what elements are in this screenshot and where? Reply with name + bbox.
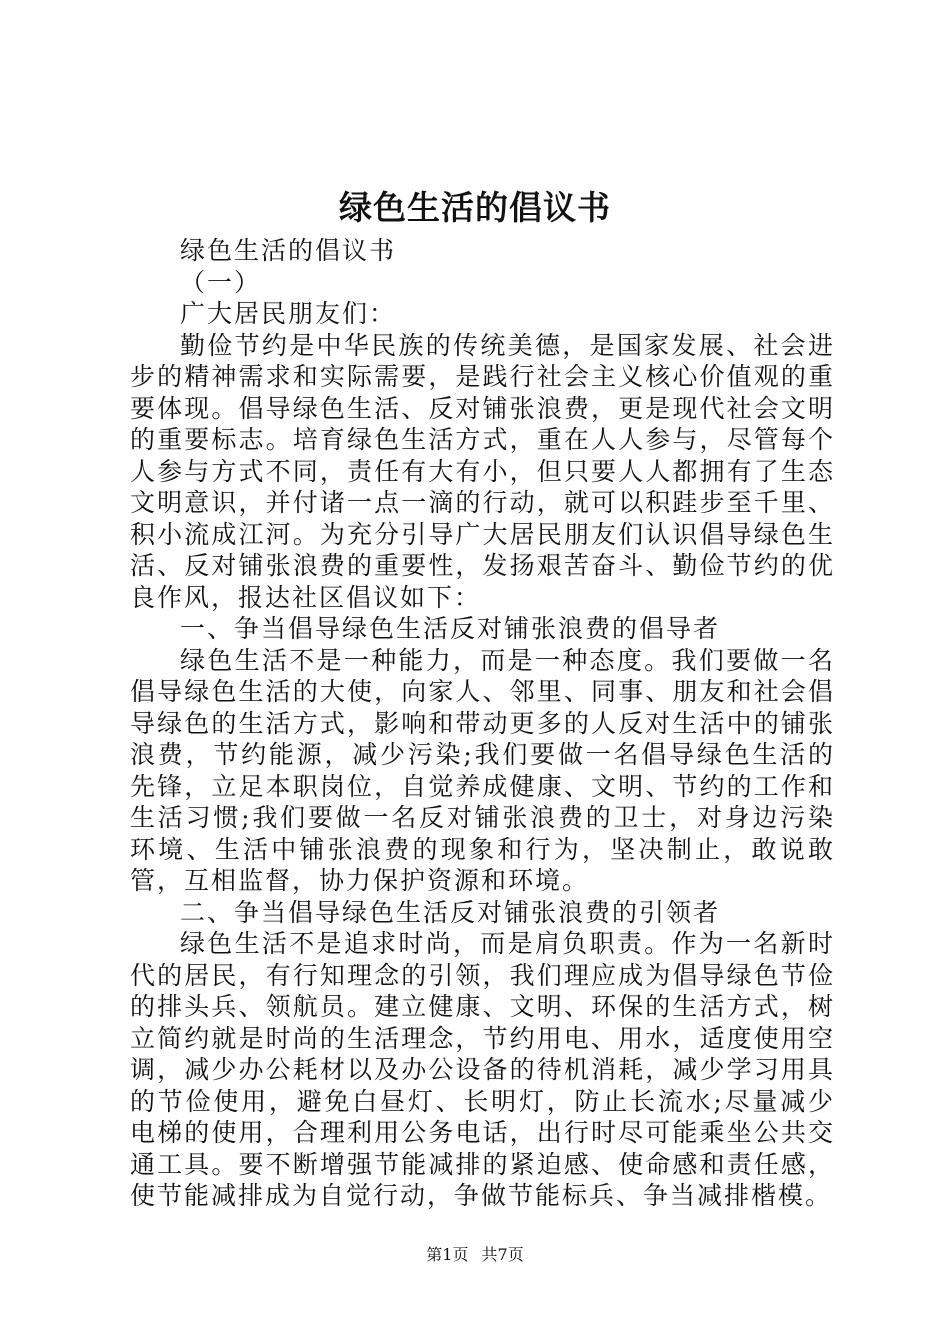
document-title: 绿色生活的倡议书 [339,188,611,227]
subtitle-paragraph: 绿色生活的倡议书 [180,236,397,265]
body-paragraph-one: 绿色生活不是一种能力，而是一种态度。我们要做一名倡导绿色生活的大使，向家人、邻里、同事、朋友和社会倡导绿色的生活方式，影响和带动更多的人反对生活中的铺张浪费，节约能源，减少污染;我们要做一名倡导绿色生活的先锋，立足本职岗位，自觉养成健康、文明、节约的工作和生活习惯;我们要做一名反对铺张浪费的卫士，对身边污染环境、生活中铺张浪费的现象和行为，坚决制止，敢说敢管，互相监督，协力保护资源和环境。 [130,645,835,895]
heading-one-paragraph: 一、争当倡导绿色生活反对铺张浪费的倡导者 [180,614,721,643]
page-total: 共7页 [481,1245,524,1264]
heading-two-paragraph: 二、争当倡导绿色生活反对铺张浪费的引领者 [180,897,721,927]
section-number-paragraph: （一） [180,267,262,297]
page-footer [0,1245,950,1265]
body-paragraph-two: 绿色生活不是追求时尚，而是肩负职责。作为一名新时代的居民，有行知理念的引领，我们理应成为倡导绿色节俭的排头兵、领航员。建立健康、文明、环保的生活方式，树立简约就是时尚的生活理念，节约用电、用水，适度使用空调，减少办公耗材以及办公设备的待机消耗，减少学习用具的节俭使用，避免白昼灯、长明灯，防止长流水;尽量减少电梯的使用，合理利用公务电话，出行时尽可能乘坐公共交通工具。要不断增强节能减排的紧迫感、使命感和责任感，使节能减排成为自觉行动，争做节能标兵、争当减排楷模。 [130,929,835,1210]
document-body [130,235,835,1212]
salutation-paragraph: 广大居民朋友们： [180,299,397,328]
intro-paragraph: 勤俭节约是中华民族的传统美德，是国家发展、社会进步的精神需求和实际需要，是践行社会主义核心价值观的重要体现。倡导绿色生活、反对铺张浪费，更是现代社会文明的重要标志。培育绿色生活方式，重在人人参与，尽管每个人参与方式不同，责任有大有小，但只要人人都拥有了生态文明意识，并付诸一点一滴的行动，就可以积跬步至千里、积小流成江河。为充分引导广大居民朋友们认识倡导绿色生活、反对铺张浪费的重要性，发扬艰苦奋斗、勤俭节约的优良作风，报达社区倡议如下： [130,330,835,612]
page-number: 第1页 [426,1245,469,1264]
